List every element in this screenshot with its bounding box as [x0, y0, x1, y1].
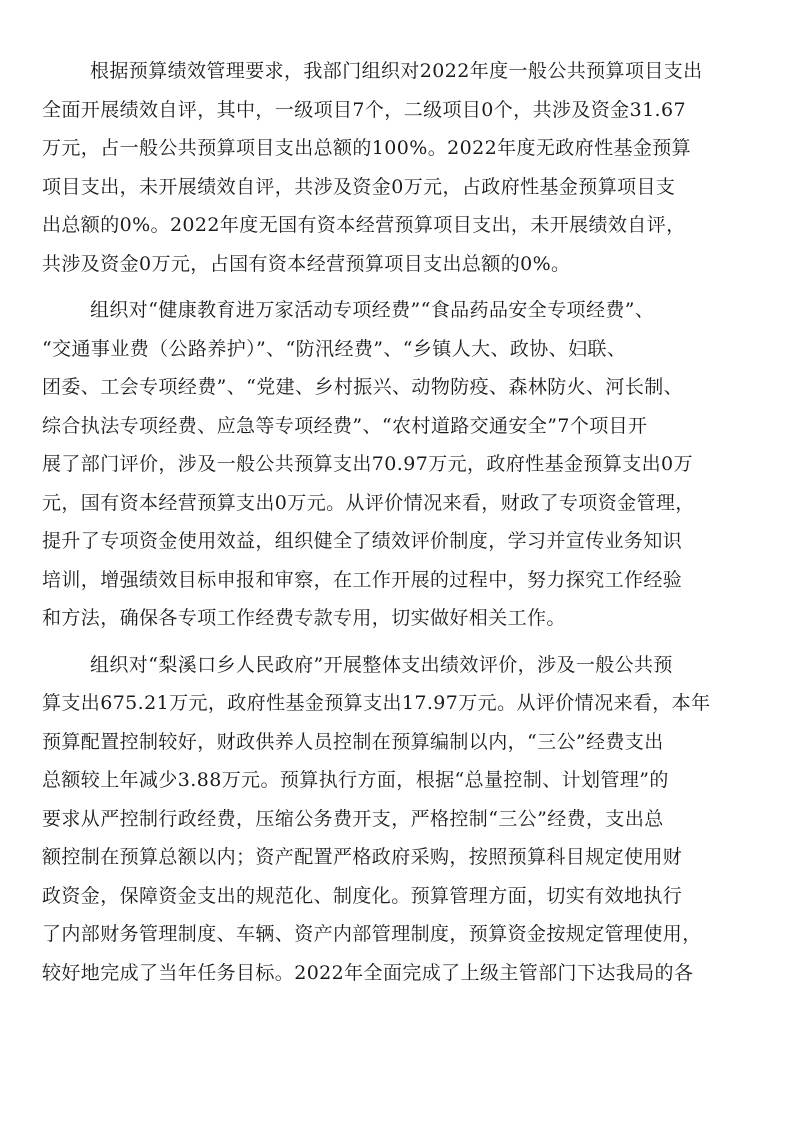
text-line: “交通事业费（公路养护）”、“防汛经费”、“乡镇人大、政协、妇联、: [42, 337, 627, 360]
text-line: 算支出675.21万元，政府性基金预算支出17.97万元。从评价情况来看，本年: [42, 692, 711, 714]
text-line: 根据预算绩效管理要求，我部门组织对2022年度一般公共预算项目支出: [90, 60, 703, 82]
text-line: 要求从严控制行政经费，压缩公务费开支，严格控制“三公”经费，支出总: [42, 807, 664, 830]
text-line: 共涉及资金0万元，占国有资本经营预算项目支出总额的0%。: [42, 252, 571, 275]
text-line: 元，国有资本经营预算支出0万元。从评价情况来看，财政了专项资金管理，: [42, 491, 695, 514]
text-line: 团委、工会专项经费”、“党建、乡村振兴、动物防疫、森林防火、河长制、: [42, 376, 684, 398]
text-line: 项目支出，未开展绩效自评，共涉及资金0万元，占政府性基金预算项目支: [42, 175, 676, 198]
text-line: 组织对“健康教育进万家活动专项经费”“食品药品安全专项经费”、: [90, 299, 655, 321]
text-line: 全面开展绩效自评，其中，一级项目7个，二级项目0个，共涉及资金31.67: [42, 98, 686, 121]
text-line: 预算配置控制较好，财政供养人员控制在预算编制以内，“三公”经费支出: [42, 730, 664, 753]
text-line: 额控制在预算总额以内；资产配置严格政府采购，按照预算科目规定使用财: [42, 846, 683, 868]
text-line: 了内部财务管理制度、车辆、资产内部管理制度，预算资金按规定管理使用，: [42, 923, 702, 945]
paragraph-3: [42, 646, 746, 993]
text-line: 和方法，确保各专项工作经费专款专用，切实做好相关工作。: [42, 607, 566, 629]
text-line: 展了部门评价，涉及一般公共预算支出70.97万元，政府性基金预算支出0万: [42, 453, 693, 475]
text-line: 出总额的0%。2022年度无国有资本经营预算项目支出，未开展绩效自评，: [42, 214, 686, 236]
text-line: 提升了专项资金使用效益，组织健全了绩效评价制度，学习并宣传业务知识: [42, 530, 683, 552]
paragraph-1: [42, 52, 746, 283]
text-line: 较好地完成了当年任务目标。2022年全面完成了上级主管部门下达我局的各: [42, 961, 694, 984]
paragraph-2: [42, 291, 746, 638]
text-line: 组织对“梨溪口乡人民政府”开展整体支出绩效评价，涉及一般公共预: [90, 653, 673, 676]
document-page: [42, 52, 746, 992]
text-line: 总额较上年减少3.88万元。预算执行方面，根据“总量控制、计划管理”的: [42, 769, 669, 791]
text-line: 综合执法专项经费、应急等专项经费”、“农村道路交通安全”7个项目开: [42, 414, 648, 437]
text-line: 培训，增强绩效目标申报和审察，在工作开展的过程中，努力探究工作经验: [42, 568, 683, 591]
text-line: 万元，占一般公共预算项目支出总额的100%。2022年度无政府性基金预算: [42, 137, 692, 159]
text-line: 政资金，保障资金支出的规范化、制度化。预算管理方面，切实有效地执行: [42, 884, 683, 907]
